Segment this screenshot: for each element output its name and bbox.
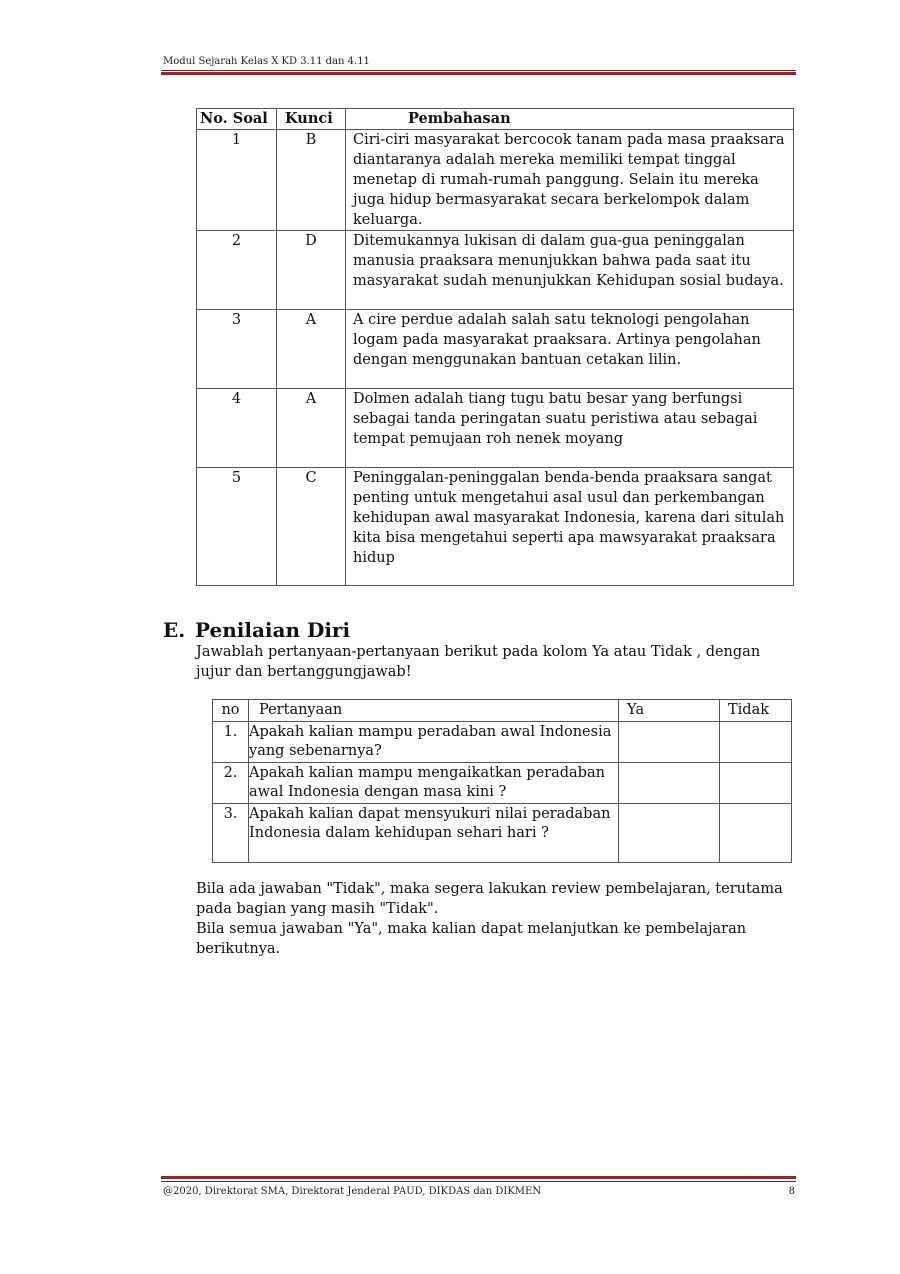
note-ya: Bila semua jawaban "Ya", maka kalian dapat melanjutkan ke pembelajaran berikutnya. xyxy=(196,921,747,957)
row-kunci: A xyxy=(277,389,346,468)
row-pembahasan: Peninggalan-peninggalan benda-benda praaksara sangat penting untuk mengetahui asal usul dan perkembangan kehidupan awal masyarakat Indonesia, karena dari situlah kita bisa mengetahui seperti apa mawsyarakat praaksara hidup xyxy=(346,468,794,586)
answer-tidak-cell[interactable] xyxy=(720,763,792,804)
row-question: Apakah kalian mampu peradaban awal Indonesia yang sebenarnya? xyxy=(249,722,619,763)
answer-ya-cell[interactable] xyxy=(619,804,720,863)
table-row xyxy=(197,130,794,231)
table-row xyxy=(197,310,794,389)
section-title xyxy=(163,618,350,642)
header-pembahasan: Pembahasan xyxy=(346,109,794,130)
answer-tidak-cell[interactable] xyxy=(720,804,792,863)
page-number: 8 xyxy=(788,1186,795,1197)
row-pembahasan: Ciri-ciri masyarakat bercocok tanam pada masa praaksara diantaranya adalah mereka memiliki tempat tinggal menetap di rumah-rumah panggung. Selain itu mereka juga hidup bermasyarakat secara berkelompok dalam keluarga. xyxy=(346,130,794,231)
header-kunci: Kunci xyxy=(277,109,346,130)
table-row xyxy=(213,763,792,804)
row-kunci: D xyxy=(277,231,346,310)
table-row xyxy=(197,389,794,468)
row-no: 3 xyxy=(197,310,277,389)
table-row xyxy=(197,468,794,586)
section-letter: E. xyxy=(163,618,186,642)
answer-ya-cell[interactable] xyxy=(619,763,720,804)
footer-text: @2020, Direktorat SMA, Direktorat Jenderal PAUD, DIKDAS dan DIKMEN xyxy=(163,1186,542,1197)
row-no: 5 xyxy=(197,468,277,586)
footer-rule-thick xyxy=(161,1176,796,1179)
row-pembahasan: Ditemukannya lukisan di dalam gua-gua peninggalan manusia praaksara menunjukkan bahwa pada saat itu masyarakat sudah menunjukkan Kehidupan sosial budaya. xyxy=(346,231,794,310)
header-no-soal: No. Soal xyxy=(197,109,277,130)
answer-ya-cell[interactable] xyxy=(619,722,720,763)
row-question: Apakah kalian dapat mensyukuri nilai peradaban Indonesia dalam kehidupan sehari hari ? xyxy=(249,804,619,863)
row-kunci: C xyxy=(277,468,346,586)
self-assessment-table xyxy=(212,699,792,863)
row-pembahasan: A cire perdue adalah salah satu teknologi pengolahan logam pada masyarakat praaksara. Artinya pengolahan dengan menggunakan bantuan cetakan lilin. xyxy=(346,310,794,389)
header-rule-thin xyxy=(161,70,796,71)
header-rule-thick xyxy=(161,72,796,75)
section-intro: Jawablah pertanyaan-pertanyaan berikut pada kolom Ya atau Tidak , dengan jujur dan bertanggungjawab! xyxy=(196,644,761,680)
answer-key-table xyxy=(196,108,794,586)
page-footer xyxy=(163,1186,795,1197)
note-tidak: Bila ada jawaban "Tidak", maka segera lakukan review pembelajaran, terutama pada bagian yang masih "Tidak". xyxy=(196,881,783,917)
answer-tidak-cell[interactable] xyxy=(720,722,792,763)
row-no: 4 xyxy=(197,389,277,468)
header-pertanyaan: Pertanyaan xyxy=(249,700,619,722)
section-title-text: Penilaian Diri xyxy=(195,618,351,642)
row-pembahasan: Dolmen adalah tiang tugu batu besar yang berfungsi sebagai tanda peringatan suatu peristiwa atau sebagai tempat pemujaan roh nenek moyang xyxy=(346,389,794,468)
footer-rule-thin xyxy=(161,1181,796,1182)
row-no: 1. xyxy=(213,722,249,763)
row-kunci: B xyxy=(277,130,346,231)
row-no: 2 xyxy=(197,231,277,310)
self-table-header xyxy=(213,700,792,722)
table-row xyxy=(213,722,792,763)
row-no: 2. xyxy=(213,763,249,804)
header-no: no xyxy=(213,700,249,722)
header-tidak: Tidak xyxy=(720,700,792,722)
answer-table-header xyxy=(197,109,794,130)
table-row xyxy=(213,804,792,863)
row-no: 1 xyxy=(197,130,277,231)
header-ya: Ya xyxy=(619,700,720,722)
row-kunci: A xyxy=(277,310,346,389)
row-question: Apakah kalian mampu mengaikatkan peradaban awal Indonesia dengan masa kini ? xyxy=(249,763,619,804)
page-header: Modul Sejarah Kelas X KD 3.11 dan 4.11 xyxy=(163,56,370,67)
table-row xyxy=(197,231,794,310)
row-no: 3. xyxy=(213,804,249,863)
